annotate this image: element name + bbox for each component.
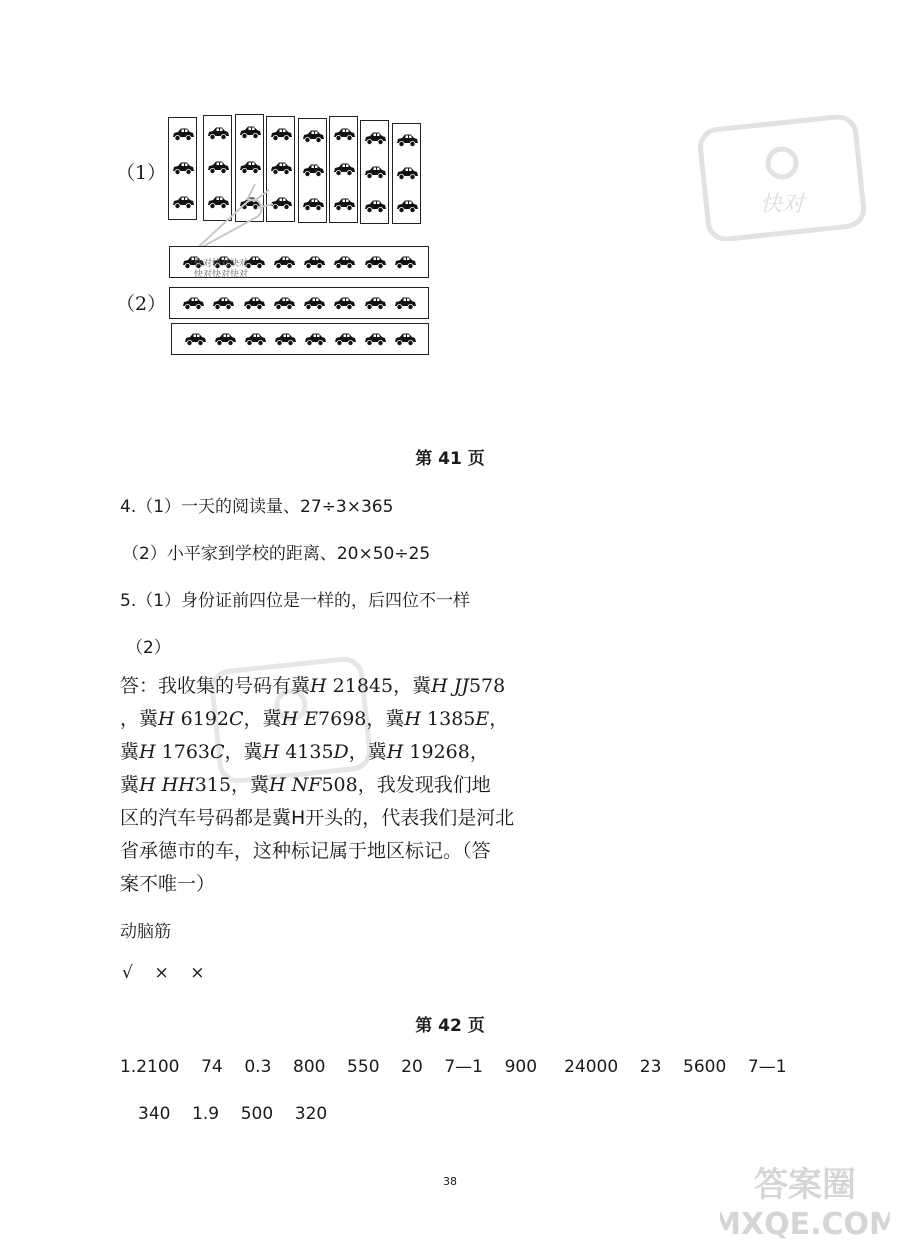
answer-line-6: 省承德市的车，这种标记属于地区标记。（答 (120, 840, 491, 862)
plate-letter: H (310, 675, 327, 697)
plate-letter: H NF (269, 774, 322, 796)
car-icon (332, 197, 356, 212)
page-42-answers-line-2: 340 1.9 500 320 (138, 1104, 328, 1124)
answer-text: 冀 (120, 774, 140, 796)
car-icon (395, 133, 419, 148)
answer-text: ，我发现我们地 (357, 774, 491, 796)
car-icon (272, 296, 296, 311)
plate-letter: H (386, 741, 404, 763)
plate-letter: H HH (139, 774, 195, 796)
answer-text: ，冀 (393, 675, 432, 697)
car-icon (363, 255, 387, 270)
answer-text: 冀 (120, 741, 140, 763)
page-42-heading: 第 42 页 (415, 1016, 485, 1036)
plate-number: 508 (321, 774, 358, 796)
car-icon (393, 332, 417, 347)
car-icon (302, 296, 326, 311)
car-icon (363, 296, 387, 311)
car-icon (332, 162, 356, 177)
question-5-2: （2） (126, 638, 171, 658)
car-column (329, 116, 358, 223)
car-icon (332, 127, 356, 142)
car-icon (269, 161, 293, 176)
car-icon (363, 165, 387, 180)
plate-letter: H E (281, 708, 319, 730)
car-icon (363, 199, 387, 214)
check-cross-marks: √ × × (122, 963, 205, 983)
car-icon (395, 199, 419, 214)
watermark-top-text: 快对 (759, 192, 805, 217)
plate-number: 6192 (180, 708, 229, 730)
car-icon (213, 332, 237, 347)
mxqe-watermark (720, 1160, 890, 1240)
plate-number: 315 (194, 774, 232, 796)
answer-text: ，冀 (348, 741, 387, 763)
car-icon (302, 255, 326, 270)
answer-line-4 (120, 769, 580, 802)
car-icon (273, 332, 297, 347)
answer-line-5: 区的汽车号码都是冀H开头的，代表我们是河北 (120, 807, 515, 829)
plate-number: 1763 (161, 741, 210, 763)
plate-number: 1385 (427, 708, 476, 730)
figure-label-2: （2） (116, 293, 167, 315)
plate-number: 578 (468, 675, 506, 697)
answer-line-3 (120, 736, 580, 769)
answer-paragraph (120, 670, 580, 901)
car-icon (333, 332, 357, 347)
car-icon (363, 131, 387, 146)
car-icon (332, 255, 356, 270)
car-icon (301, 163, 325, 178)
answer-line-1 (120, 670, 580, 703)
plate-letter: C (229, 708, 244, 730)
plate-number: 4135 (285, 741, 334, 763)
page-42-answers-line-1: 1.2100 74 0.3 800 550 20 7—1 900 24000 23 5600 7—1 (120, 1057, 787, 1077)
answer-text: ， (469, 741, 489, 763)
plate-number: 7698 (318, 708, 367, 730)
plate-number: 19268 (409, 741, 470, 763)
overlay-line-1: 快对快对快对 (194, 259, 249, 269)
plate-letter: C (210, 741, 225, 763)
car-column (392, 123, 421, 224)
plate-letter: E (475, 708, 490, 730)
car-icon (206, 160, 230, 175)
answer-text: ，冀 (120, 708, 159, 730)
car-icon (171, 161, 195, 176)
car-icon (206, 126, 230, 141)
plate-letter: H (404, 708, 421, 730)
plate-letter: H (262, 741, 280, 763)
watermark-bottom-url: MXQE.COM (720, 1207, 890, 1240)
page-41-heading: 第 41 页 (415, 449, 485, 469)
car-icon (183, 332, 207, 347)
car-icon (272, 255, 296, 270)
car-icon (171, 127, 195, 142)
question-4-2: （2）小平家到学校的距离、20×50÷25 (122, 544, 431, 564)
car-icon (332, 296, 356, 311)
answer-text: ， (489, 708, 509, 730)
question-4-1: 4.（1）一天的阅读量、27÷3×365 (120, 497, 394, 517)
car-column (360, 120, 389, 224)
plate-number: 21845 (332, 675, 394, 697)
car-icon (363, 332, 387, 347)
answer-line-2 (120, 703, 580, 736)
answer-text: ，冀 (366, 708, 405, 730)
answer-text: 答：我收集的号码有冀 (120, 675, 311, 697)
car-row (169, 287, 429, 319)
car-icon (238, 125, 262, 140)
plate-letter: H (158, 708, 175, 730)
plate-letter: D (333, 741, 349, 763)
car-row (171, 323, 429, 355)
car-icon (393, 255, 417, 270)
car-column (298, 118, 327, 223)
question-5-1: 5.（1）身份证前四位是一样的，后四位不一样 (120, 591, 471, 611)
answer-line-7: 案不唯一） (120, 873, 216, 895)
figure-label-1: （1） (116, 162, 167, 184)
car-icon (393, 296, 417, 311)
car-icon (181, 296, 205, 311)
page-number: 38 (443, 1175, 457, 1188)
overlay-line-2: 快对快对快对 (194, 270, 249, 280)
car-icon (211, 296, 235, 311)
kuaidui-watermark-top (696, 115, 868, 241)
car-icon (303, 332, 327, 347)
car-icon (243, 332, 267, 347)
plate-letter: H JJ (431, 675, 469, 697)
car-icon (238, 160, 262, 175)
car-icon (301, 197, 325, 212)
answer-text: ，冀 (224, 741, 263, 763)
car-icon (301, 129, 325, 144)
plate-letter: H (139, 741, 156, 763)
car-icon (395, 166, 419, 181)
car-icon (242, 296, 266, 311)
answer-text: ，冀 (243, 708, 282, 730)
overlay-watermark-text (194, 259, 248, 281)
answer-text: ，冀 (231, 774, 270, 796)
car-icon (269, 127, 293, 142)
brain-teaser-label: 动脑筋 (120, 922, 171, 942)
watermark-bottom-text: 答案圈 (754, 1165, 856, 1205)
